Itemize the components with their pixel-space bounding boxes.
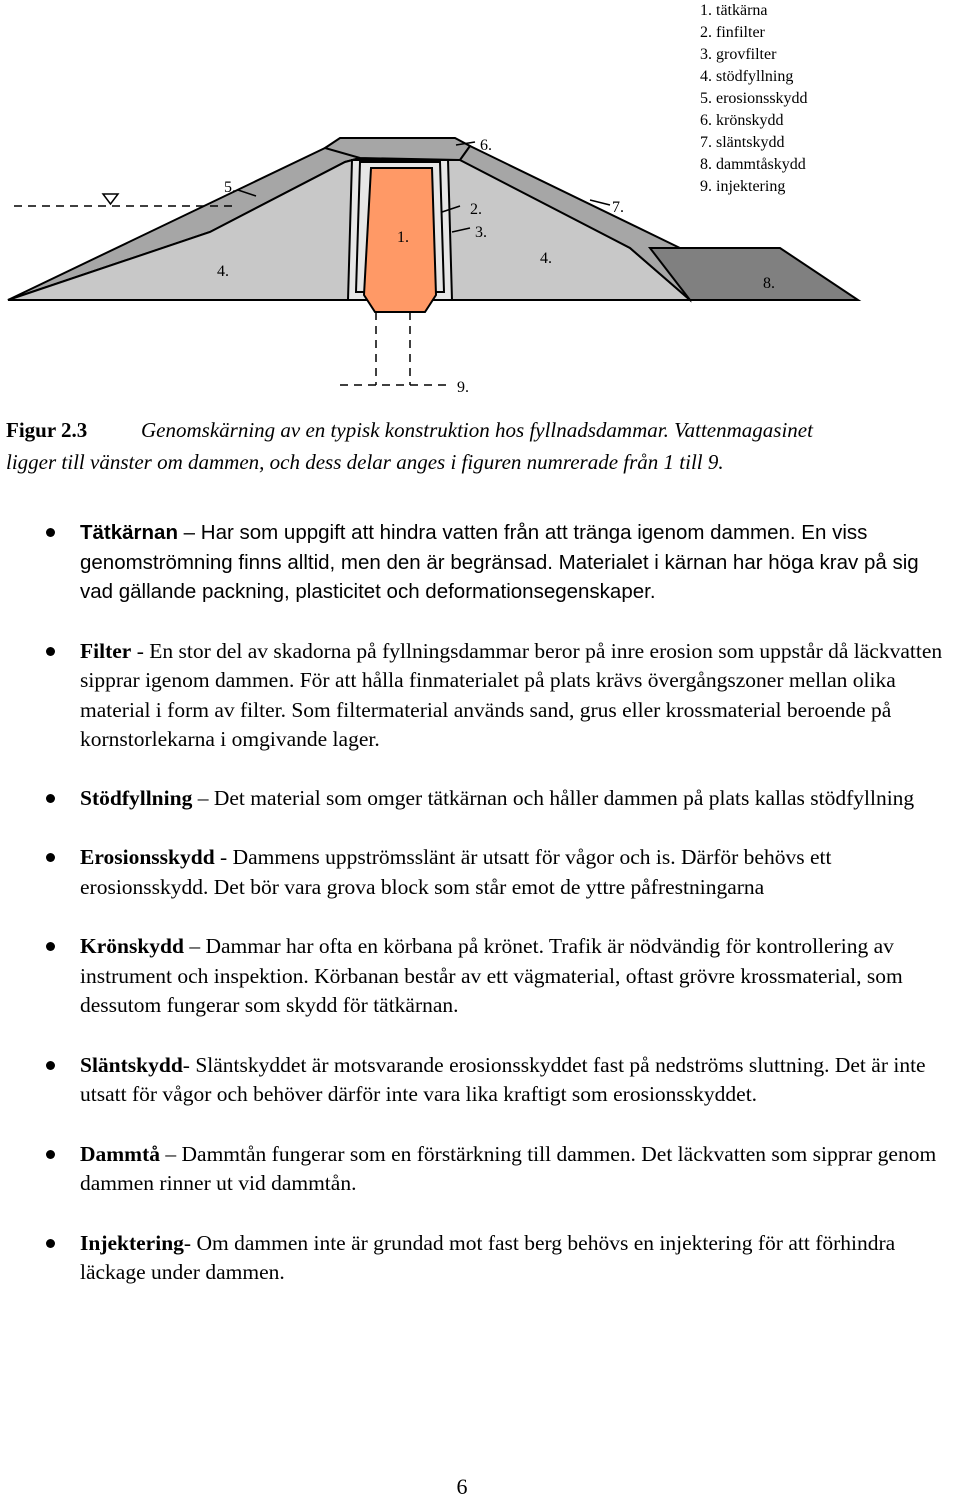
- item-term: Släntskydd: [80, 1052, 183, 1077]
- legend-item: 1. tätkärna: [700, 2, 768, 19]
- item-text: - Dammens uppströmsslänt är utsatt för vågor och is. Därför behövs ett erosionsskydd. Det bör vara grova block som står emot de yttre påfrestningarna: [80, 845, 832, 899]
- leader-7: [590, 200, 610, 205]
- label-9: 9.: [457, 379, 469, 396]
- dam-cross-section-figure: [0, 0, 960, 400]
- label-5: 5.: [224, 179, 236, 196]
- bullet-icon: [46, 647, 55, 656]
- legend-item: 7. släntskydd: [700, 134, 785, 151]
- legend-item: 5. erosionsskydd: [700, 90, 808, 107]
- figure-caption: [6, 414, 956, 478]
- figure-label: Figur 2.3: [6, 418, 88, 442]
- list-item: [80, 1051, 955, 1110]
- bullet-icon: [46, 1061, 55, 1070]
- list-item: [80, 1229, 955, 1288]
- bullet-list: [0, 518, 960, 1288]
- item-term: Dammtå: [80, 1141, 161, 1166]
- item-term: Tätkärnan: [80, 521, 178, 544]
- bullet-icon: [46, 1150, 55, 1159]
- label-4a: 4.: [217, 263, 229, 280]
- item-term: Filter: [80, 638, 132, 663]
- legend-item: 6. krönskydd: [700, 112, 784, 129]
- bullet-icon: [46, 942, 55, 951]
- label-2: 2.: [470, 201, 482, 218]
- item-text: – Har som uppgift att hindra vatten från att tränga igenom dammen. En viss genomströmning finns alltid, men den är begränsad. Materialet i kärnan har höga krav på sig vad gällande packning, plasticitet och deformationsegenskaper.: [80, 521, 919, 603]
- bullet-icon: [46, 853, 55, 862]
- legend-item: 9. injektering: [700, 178, 786, 195]
- label-3: 3.: [475, 224, 487, 241]
- item-text: - Om dammen inte är grundad mot fast berg behövs en injektering för att förhindra läckage under dammen.: [80, 1230, 896, 1284]
- legend-item: 8. dammtåskydd: [700, 156, 806, 173]
- list-item: [80, 932, 955, 1021]
- dam-diagram: [0, 0, 960, 400]
- bullet-icon: [46, 528, 55, 537]
- list-item: [80, 1140, 955, 1199]
- label-7: 7.: [612, 199, 624, 216]
- item-text: – Det material som omger tätkärnan och håller dammen på plats kallas stödfyllning: [192, 785, 915, 810]
- list-item: [80, 637, 955, 755]
- item-term: Injektering: [80, 1230, 184, 1255]
- caption-line-2: ligger till vänster om dammen, och dess delar anges i figuren numrerade från 1 till 9.: [6, 450, 724, 474]
- list-item: [80, 843, 955, 902]
- bullet-icon: [46, 1239, 55, 1248]
- item-text: - Släntskyddet är motsvarande erosionsskyddet fast på nedströms sluttning. Det är inte utsatt för vågor och behöver därför inte vara lika kraftigt som erosionsskyddet.: [80, 1052, 926, 1106]
- legend-item: 3. grovfilter: [700, 46, 777, 63]
- item-text: - En stor del av skadorna på fyllningsdammar beror på inre erosion som uppstår då läckvatten sipprar igenom dammen. För att hålla finmaterialet på plats krävs övergångszoner mellan olika material i form av filter. Som filtermaterial används sand, grus eller krossmaterial beroende på kornstorlekarna i omgivande lager.: [80, 638, 943, 751]
- figure-legend: [700, 0, 808, 198]
- list-item: [80, 784, 955, 814]
- water-level-icon: [103, 194, 118, 204]
- label-6: 6.: [480, 137, 492, 154]
- legend-item: 2. finfilter: [700, 24, 765, 41]
- legend-item: 4. stödfyllning: [700, 68, 794, 85]
- label-1: 1.: [397, 229, 409, 246]
- bullet-icon: [46, 794, 55, 803]
- item-text: – Dammar har ofta en körbana på krönet. Trafik är nödvändig för kontrollering av instrument och inspektion. Körbanan består av ett vägmaterial, oftast grövre krossmaterial, som dessutom fungerar som skydd för tätkärnan.: [80, 934, 903, 1017]
- item-term: Stödfyllning: [80, 785, 193, 810]
- label-4b: 4.: [540, 250, 552, 267]
- item-text: – Dammtån fungerar som en förstärkning till dammen. Det läckvatten som sipprar genom dammen rinner ut vid dammtån.: [80, 1141, 937, 1195]
- item-term: Erosionsskydd: [80, 845, 215, 869]
- label-8: 8.: [763, 275, 775, 292]
- list-item: [80, 518, 955, 607]
- caption-line-1: Genomskärning av en typisk konstruktion hos fyllnadsdammar. Vattenmagasinet: [141, 418, 813, 442]
- item-term: Krönskydd: [80, 934, 184, 958]
- page-number: 6: [456, 1474, 468, 1499]
